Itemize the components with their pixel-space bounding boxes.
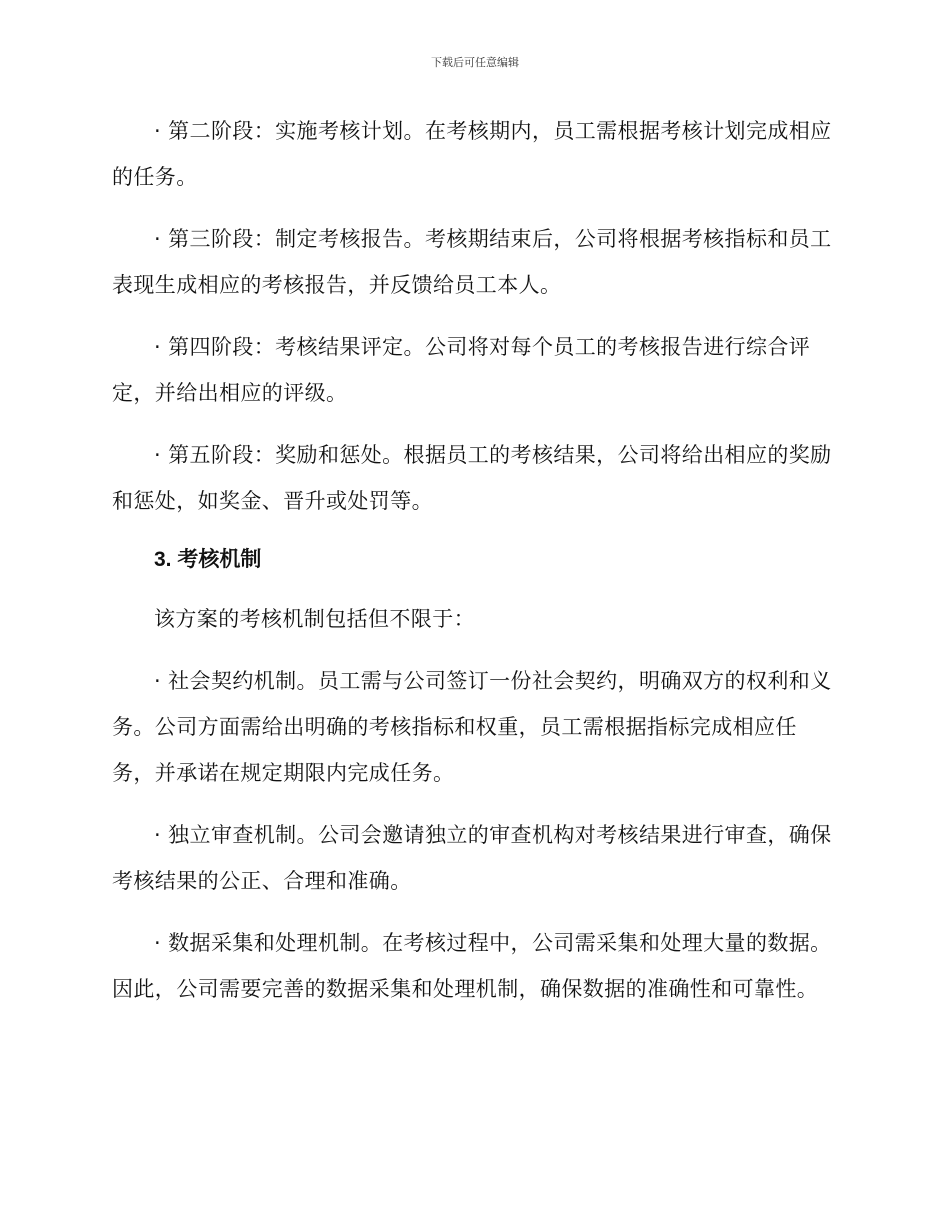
independent-review-paragraph: · 独立审查机制。公司会邀请独立的审查机构对考核结果进行审查，确保考核结果的公正、合理和准确。 [112, 823, 832, 893]
data-processing-paragraph: · 数据采集和处理机制。在考核过程中，公司需采集和处理大量的数据。因此，公司需要完善的数据采集和处理机制，确保数据的准确性和可靠性。 [112, 931, 832, 1001]
social-contract-paragraph: · 社会契约机制。员工需与公司签订一份社会契约，明确双方的权利和义务。公司方面需给出明确的考核指标和权重，员工需根据指标完成相应任务，并承诺在规定期限内完成任务。 [112, 669, 832, 785]
stage-three-paragraph: · 第三阶段：制定考核报告。考核期结束后，公司将根据考核指标和员工表现生成相应的考核报告，并反馈给员工本人。 [112, 227, 832, 297]
stage-two-paragraph: · 第二阶段：实施考核计划。在考核期内，员工需根据考核计划完成相应的任务。 [112, 119, 832, 189]
stage-five-paragraph: · 第五阶段：奖励和惩处。根据员工的考核结果，公司将给出相应的奖励和惩处，如奖金、晋升或处罚等。 [112, 443, 832, 513]
section-intro: 该方案的考核机制包括但不限于： [154, 607, 475, 631]
page-header: 下载后可任意编辑 [431, 56, 519, 69]
stage-four-paragraph: · 第四阶段：考核结果评定。公司将对每个员工的考核报告进行综合评定，并给出相应的评级。 [112, 335, 811, 405]
document-body [112, 108, 836, 1028]
section-heading: 3. 考核机制 [154, 548, 262, 571]
